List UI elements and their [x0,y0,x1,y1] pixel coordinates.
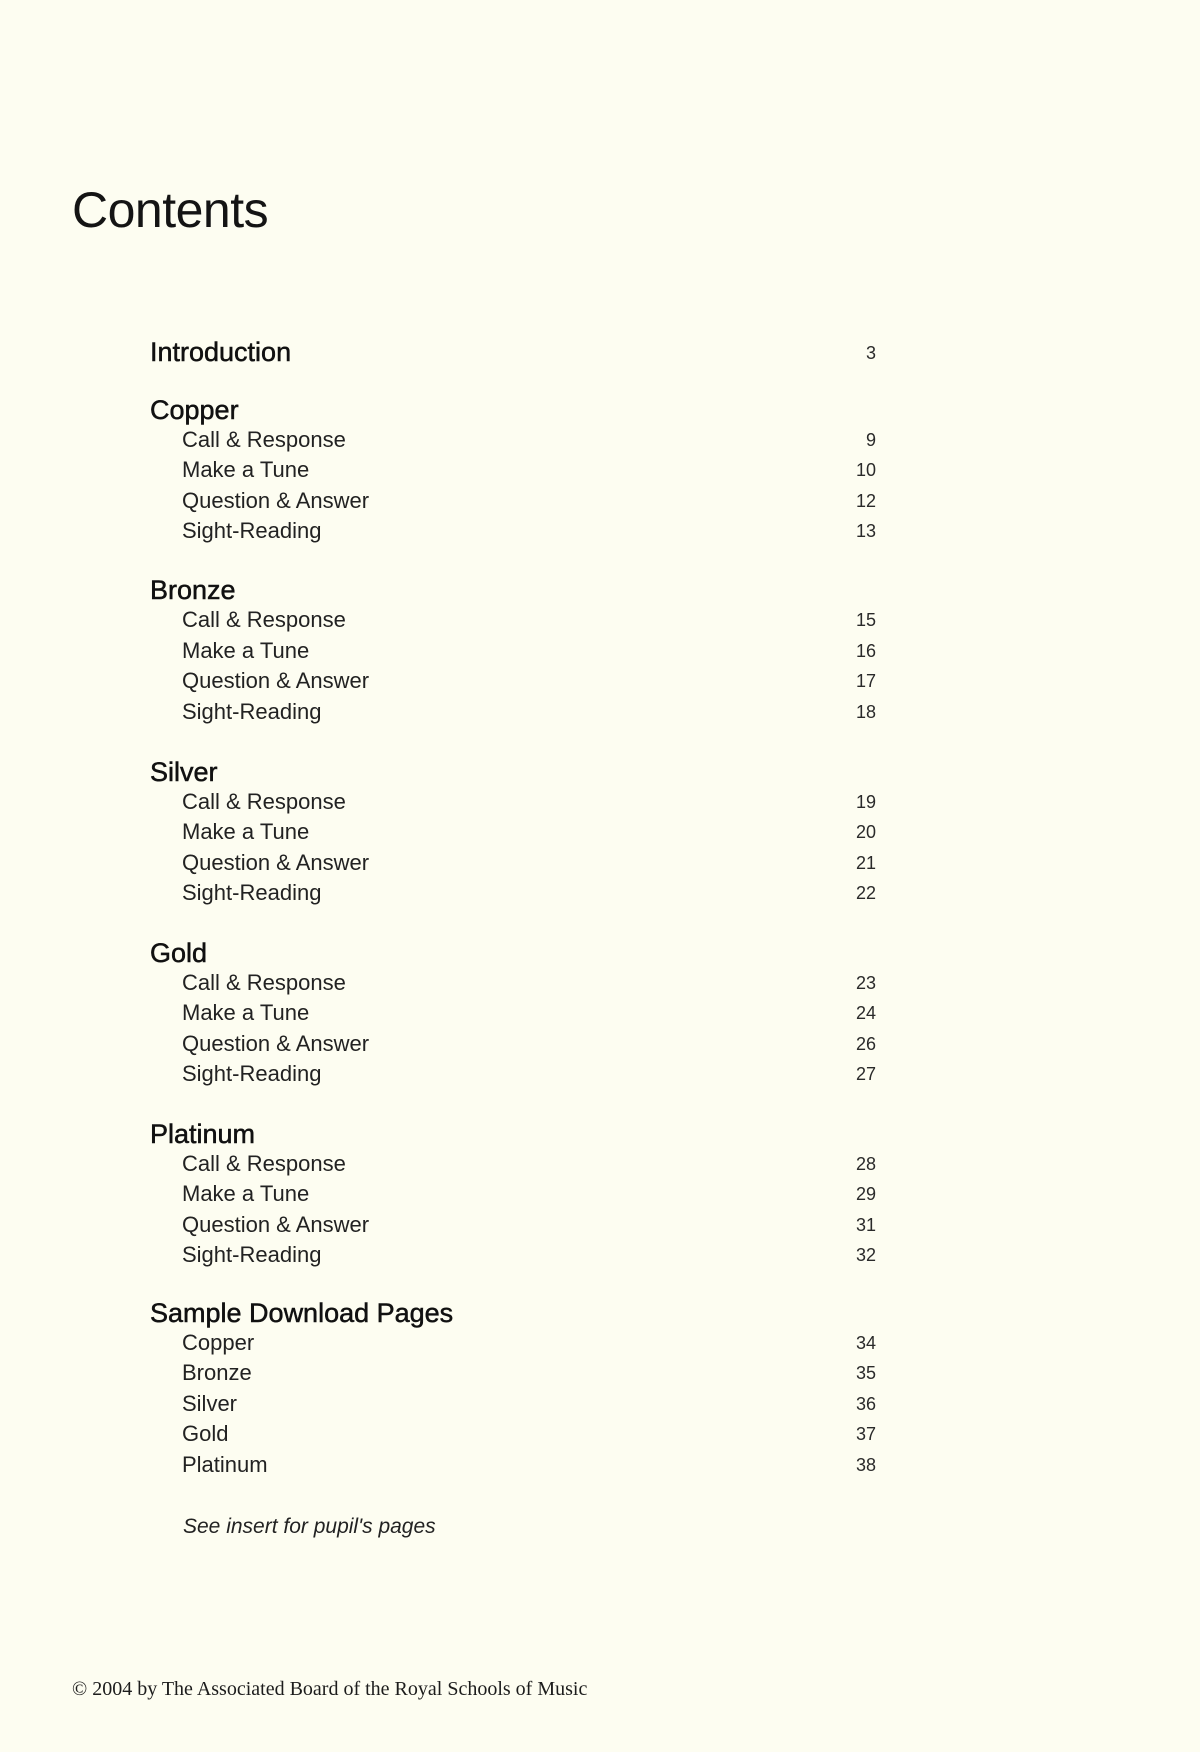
toc-entry-label: Make a Tune [182,638,310,663]
toc-page-number: 26 [855,1034,876,1054]
toc-entry[interactable] [0,638,1200,668]
toc-section-sample-download-pages[interactable] [0,1298,1200,1328]
toc-heading-label: Silver [150,757,218,787]
toc-heading-label: Sample Download Pages [150,1298,454,1328]
toc-entry-label: Sight-Reading [182,1061,322,1086]
toc-page-number: 9 [865,430,876,450]
toc-entry-label: Copper [182,1330,255,1355]
toc-entry[interactable] [0,1031,1200,1061]
toc-entry[interactable] [0,668,1200,698]
toc-entry-label: Platinum [182,1452,268,1477]
toc-heading-label: Platinum [150,1119,256,1149]
toc-heading-label: Copper [150,395,239,425]
toc-entry-label: Question & Answer [182,850,370,875]
toc-page-number: 24 [855,1003,876,1023]
toc-entry[interactable] [0,607,1200,637]
toc-section-silver[interactable] [0,757,1200,787]
toc-entry-label: Gold [182,1421,229,1446]
toc-page-number: 34 [855,1333,876,1353]
toc-page-number: 20 [855,822,876,842]
toc-section-platinum[interactable] [0,1119,1200,1149]
toc-page-number: 15 [855,610,876,630]
toc-entry[interactable] [0,1151,1200,1181]
toc-entry[interactable] [0,850,1200,880]
toc-entry[interactable] [0,518,1200,548]
toc-page-number: 12 [855,491,876,511]
toc-section-bronze[interactable] [0,575,1200,605]
toc-page-number: 16 [855,641,876,661]
toc-entry[interactable] [0,789,1200,819]
toc-entry[interactable] [0,880,1200,910]
toc-page-number: 22 [855,883,876,903]
toc-entry[interactable] [0,1391,1200,1421]
toc-entry-label: Make a Tune [182,457,310,482]
toc-entry-label: Silver [182,1391,238,1416]
toc-entry[interactable] [0,427,1200,457]
toc-entry[interactable] [0,1360,1200,1390]
toc-section-gold[interactable] [0,938,1200,968]
toc-entry-label: Make a Tune [182,1181,310,1206]
insert-note: See insert for pupil's pages [183,1515,436,1538]
copyright-footer: © 2004 by The Associated Board of the Royal Schools of Music [72,1678,588,1700]
toc-page-number: 3 [865,343,876,363]
toc-heading-label: Bronze [150,575,236,605]
toc-entry-introduction[interactable] [0,337,1200,367]
toc-entry-label: Call & Response [182,607,346,632]
toc-entry-label: Bronze [182,1360,252,1385]
toc-entry[interactable] [0,699,1200,729]
toc-page-number: 18 [855,702,876,722]
toc-entry[interactable] [0,1242,1200,1272]
toc-entry[interactable] [0,457,1200,487]
toc-heading-label: Introduction [150,337,292,367]
toc-page-number: 31 [855,1215,876,1235]
toc-page-number: 27 [855,1064,876,1084]
toc-entry-label: Call & Response [182,427,346,452]
toc-entry-label: Call & Response [182,970,346,995]
toc-page-number: 35 [855,1363,876,1383]
toc-entry[interactable] [0,1061,1200,1091]
toc-page-number: 38 [855,1455,876,1475]
toc-entry[interactable] [0,1452,1200,1482]
toc-heading-label: Gold [150,938,208,968]
toc-entry[interactable] [0,488,1200,518]
toc-entry[interactable] [0,970,1200,1000]
toc-entry-label: Call & Response [182,789,346,814]
toc-entry-label: Sight-Reading [182,880,322,905]
page-title: Contents [72,181,269,238]
toc-entry-label: Sight-Reading [182,1242,322,1267]
toc-entry-label: Sight-Reading [182,518,322,543]
toc-entry[interactable] [0,1000,1200,1030]
toc-section-copper[interactable] [0,395,1200,425]
toc-entry-label: Question & Answer [182,668,370,693]
toc-page-number: 36 [855,1394,876,1414]
toc-page-number: 17 [855,671,876,691]
toc-entry[interactable] [0,1421,1200,1451]
toc-entry[interactable] [0,1181,1200,1211]
toc-page-number: 10 [855,460,876,480]
toc-page-number: 37 [855,1424,876,1444]
toc-entry-label: Sight-Reading [182,699,322,724]
toc-page-number: 32 [855,1245,876,1265]
toc-page-number: 23 [855,973,876,993]
toc-entry-label: Question & Answer [182,1212,370,1237]
toc-page-number: 28 [855,1154,876,1174]
toc-page-number: 19 [855,792,876,812]
toc-entry-label: Make a Tune [182,1000,310,1025]
toc-entry-label: Make a Tune [182,819,310,844]
toc-entry[interactable] [0,819,1200,849]
toc-page-number: 29 [855,1184,876,1204]
toc-page-number: 13 [855,521,876,541]
toc-entry-label: Question & Answer [182,488,370,513]
toc-entry[interactable] [0,1330,1200,1360]
toc-entry[interactable] [0,1212,1200,1242]
toc-entry-label: Question & Answer [182,1031,370,1056]
toc-entry-label: Call & Response [182,1151,346,1176]
toc-page-number: 21 [855,853,876,873]
